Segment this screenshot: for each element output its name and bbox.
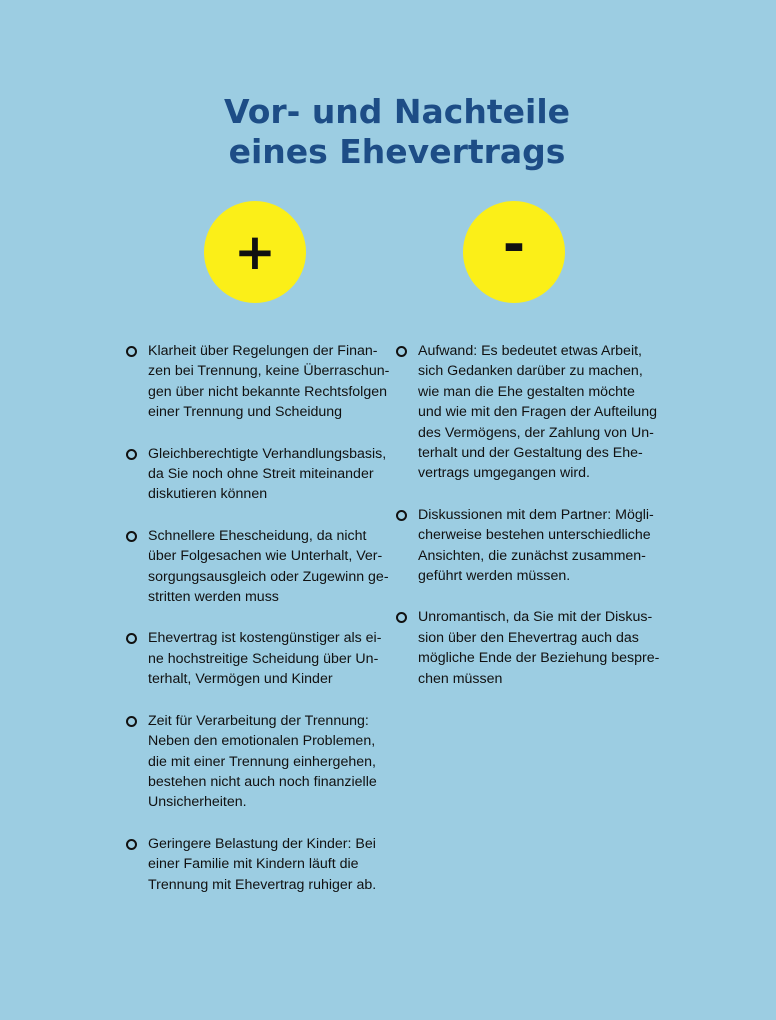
pro-item bbox=[126, 444, 387, 505]
page-title bbox=[0, 92, 776, 172]
pro-item bbox=[126, 711, 376, 813]
pro-item-text-line: Gleichberechtigte Verhandlungsbasis, bbox=[148, 445, 387, 462]
pro-item-text-line: gen über nicht bekannte Rechtsfolgen bbox=[148, 383, 387, 400]
cons-list bbox=[396, 341, 660, 710]
pro-item-text-line: sorgungsausgleich oder Zugewinn ge- bbox=[148, 568, 389, 585]
bullet-icon bbox=[396, 346, 407, 357]
con-item-text-line: chen müssen bbox=[418, 670, 503, 687]
pro-item-text-line: Neben den emotionalen Problemen, bbox=[148, 733, 376, 750]
con-item-text-line: und wie mit den Fragen der Aufteilung bbox=[418, 404, 657, 421]
con-item bbox=[396, 341, 657, 484]
con-item-text-line: terhalt und der Gestaltung des Ehe- bbox=[418, 445, 643, 462]
pro-item-text-line: über Folgesachen wie Unterhalt, Ver- bbox=[148, 548, 383, 565]
pro-item-text-line: ne hochstreitige Scheidung über Un- bbox=[148, 650, 379, 667]
pro-item bbox=[126, 834, 376, 895]
con-item-text-line: sich Gedanken darüber zu machen, bbox=[418, 363, 643, 380]
minus-icon: - bbox=[463, 201, 565, 303]
pro-item-text-line: terhalt, Vermögen und Kinder bbox=[148, 671, 333, 688]
pro-item-text-line: zen bei Trennung, keine Überraschun- bbox=[148, 363, 390, 380]
con-item-text-line: Ansichten, die zunächst zusammen- bbox=[418, 547, 646, 564]
con-item-text-line: des Vermögens, der Zahlung von Un- bbox=[418, 424, 654, 441]
pro-item-text-line: Geringere Belastung der Kinder: Bei bbox=[148, 835, 376, 852]
pro-item-text-line: da Sie noch ohne Streit miteinander bbox=[148, 466, 374, 483]
title-line-1: Vor- und Nachteile bbox=[223, 92, 571, 131]
con-item-text-line: Diskussionen mit dem Partner: Mögli- bbox=[418, 506, 654, 523]
con-item-text-line: sion über den Ehevertrag auch das bbox=[418, 629, 639, 646]
pro-item-text-line: Ehevertrag ist kostengünstiger als ei- bbox=[148, 630, 382, 647]
bullet-icon bbox=[126, 531, 137, 542]
pro-item-text-line: Trennung mit Ehevertrag ruhiger ab. bbox=[148, 876, 377, 893]
bullet-icon bbox=[126, 633, 137, 644]
con-item bbox=[396, 607, 660, 689]
con-item-text-line: wie man die Ehe gestalten möchte bbox=[418, 383, 635, 400]
pro-item-text-line: bestehen nicht auch noch finanzielle bbox=[148, 773, 377, 790]
pro-item-text-line: stritten werden muss bbox=[148, 589, 279, 606]
pro-item bbox=[126, 628, 382, 689]
con-item-text-line: cherweise bestehen unterschiedliche bbox=[418, 527, 651, 544]
pro-item bbox=[126, 526, 389, 608]
con-item-text-line: mögliche Ende der Beziehung bespre- bbox=[418, 650, 660, 667]
pro-item-text-line: die mit einer Trennung einhergehen, bbox=[148, 753, 376, 770]
con-item-text-line: Unromantisch, da Sie mit der Diskus- bbox=[418, 609, 653, 626]
plus-icon: + bbox=[204, 201, 306, 303]
pro-item bbox=[126, 341, 390, 423]
bullet-icon bbox=[126, 449, 137, 460]
bullet-icon bbox=[396, 510, 407, 521]
title-line-2: eines Ehevertrags bbox=[228, 132, 566, 171]
pro-item-text-line: diskutieren können bbox=[148, 486, 268, 503]
pro-item-text-line: Schnellere Ehescheidung, da nicht bbox=[148, 527, 367, 544]
pro-item-text-line: Klarheit über Regelungen der Finan- bbox=[148, 343, 378, 359]
con-item bbox=[396, 505, 654, 587]
bullet-icon bbox=[126, 346, 137, 357]
pro-item-text-line: einer Familie mit Kindern läuft die bbox=[148, 856, 359, 873]
bullet-icon bbox=[396, 612, 407, 623]
pros-list bbox=[126, 341, 390, 916]
con-item-text-line: geführt werden müssen. bbox=[418, 568, 571, 585]
bullet-icon bbox=[126, 839, 137, 850]
pro-item-text-line: einer Trennung und Scheidung bbox=[148, 404, 343, 421]
pro-item-text-line: Zeit für Verarbeitung der Trennung: bbox=[148, 712, 369, 729]
con-item-text-line: vertrags umgegangen wird. bbox=[418, 465, 590, 482]
pro-item-text-line: Unsicherheiten. bbox=[148, 794, 247, 811]
con-item-text-line: Aufwand: Es bedeutet etwas Arbeit, bbox=[418, 343, 642, 359]
bullet-icon bbox=[126, 716, 137, 727]
